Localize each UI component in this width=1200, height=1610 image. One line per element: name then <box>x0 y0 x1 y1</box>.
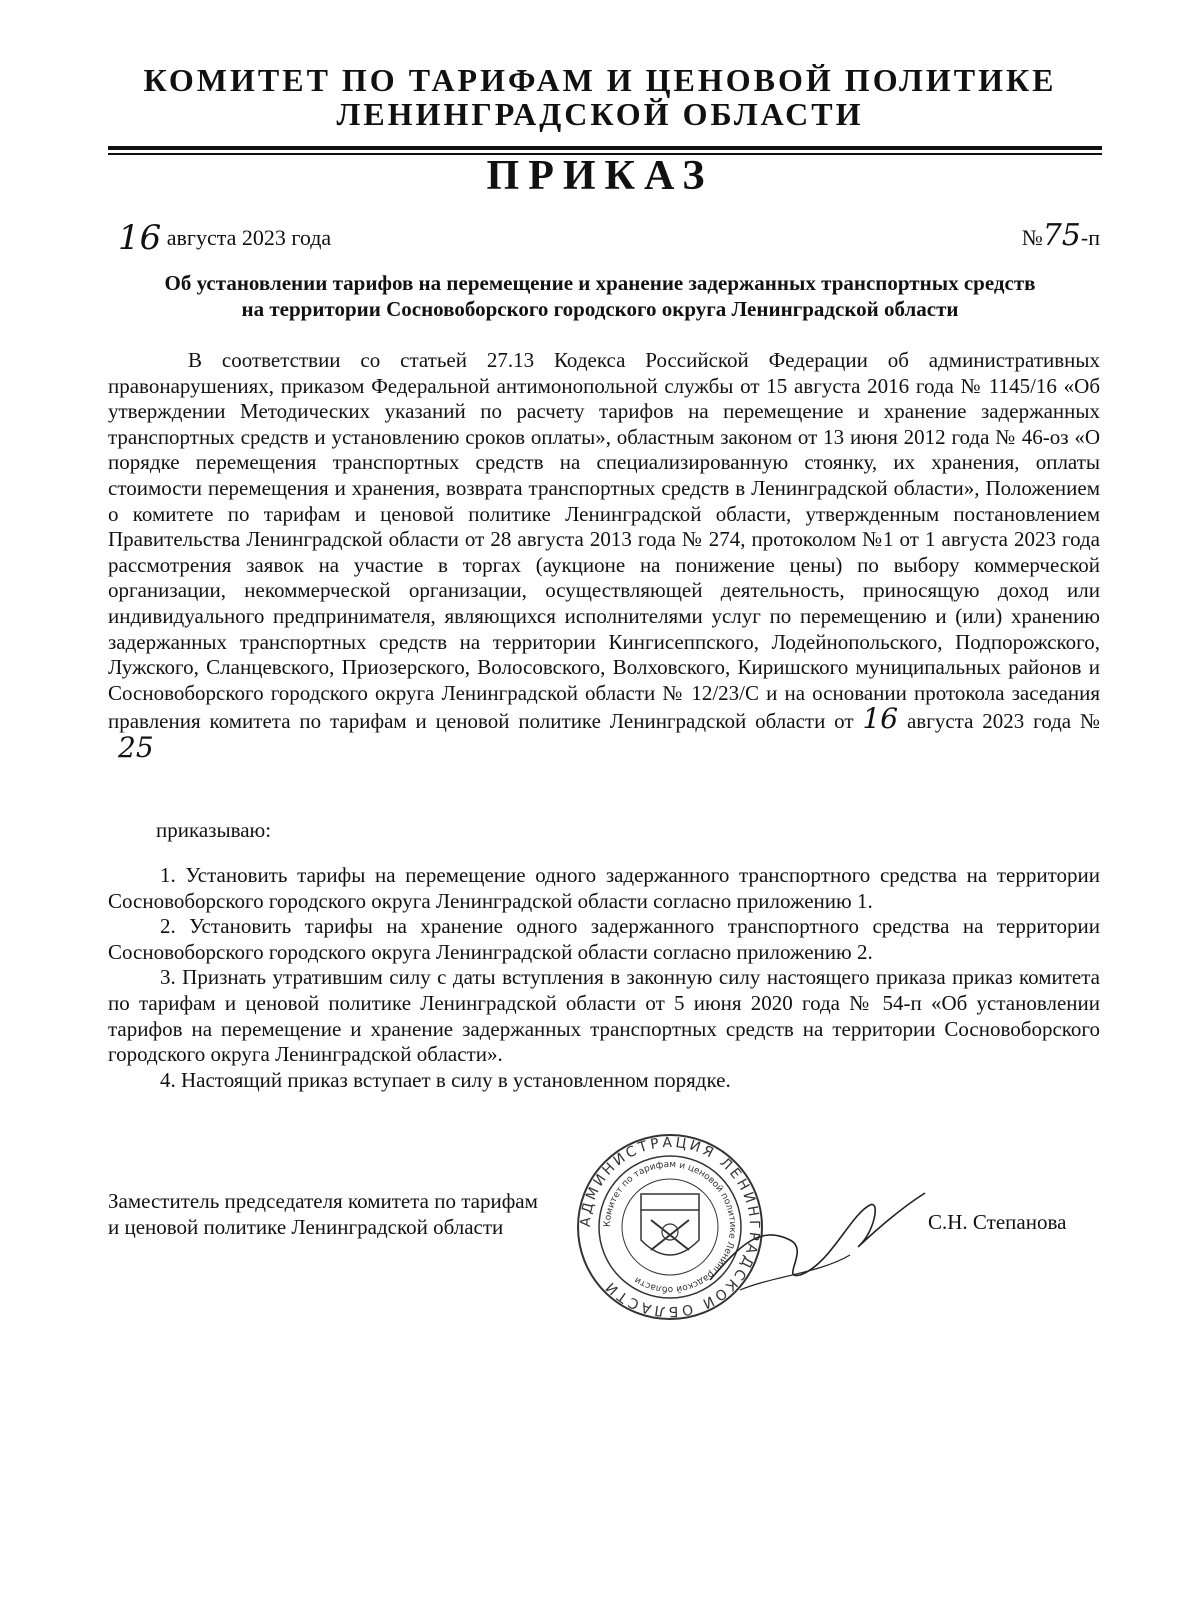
preamble-text: В соответствии со статьей 27.13 Кодекса Российской Федерации об административных правонарушениях, приказом Федеральной антимонопольной службы от 15 августа 2016 года № 1145/16 «Об утверждении Методических указаний по расчету тарифов на перемещение и хранение задержанных транспортных средств и установлению сроков оплаты», областным законом от 13 июня 2012 года № 46-оз «О порядке перемещения транспортных средств на специализированную стоянку, их хранения, оплаты стоимости перемещения и хранения, возврата транспортных средств в Ленинградской области», Положением о комитете по тарифам и ценовой политике Ленинградской области, утвержденным постановлением Правительства Ленинградской области от 28 августа 2013 года № 274, протоколом №1 от 1 августа 2023 года рассмотрения заявок на участие в торгах (аукционе на понижение цены) по выбору коммерческой организации, некоммерческой организации, осуществляющей деятельность, приносящую доход или индивидуального предпринимателя, являющихся исполнителями услуг по перемещению и (или) хранению задержанных транспортных средств на территории Кингисеппского, Лодейнопольского, Подпорожского, Лужского, Сланцевского, Приозерского, Волосовского, Волховского, Киришского муниципальных районов и Сосновоборского городского округа Ленинградской области № 12/23/С и на основании протокола заседания правления комитета по тарифам и ценовой политике Ленинградской области от <box>108 348 1100 734</box>
preamble-paragraph <box>108 348 1100 764</box>
position-line1: Заместитель председателя комитета по тарифам <box>108 1189 538 1213</box>
stamp-inner-text: Комитет по тарифам и ценовой политике Ленинградской области <box>602 1159 738 1295</box>
number-suffix: -п <box>1080 225 1100 250</box>
number-prefix: № <box>1021 225 1043 250</box>
coat-of-arms-icon <box>641 1194 699 1255</box>
stamp-outer-text: АДМИНИСТРАЦИЯ ЛЕНИНГРАДСКОЙ ОБЛАСТИ <box>577 1134 763 1320</box>
document-type-title: ПРИКАЗ <box>486 153 714 199</box>
order-word: приказываю: <box>156 818 272 842</box>
handwritten-protocol-day: 16 <box>862 702 899 736</box>
signatory-position <box>108 1188 608 1240</box>
order-number <box>1022 218 1100 253</box>
subject-line2: на территории Сосновоборского городского округа Ленинградской области <box>241 297 959 321</box>
handwritten-day: 16 <box>118 218 162 258</box>
order-item-3: 3. Признать утратившим силу с даты вступления в законную силу настоящего приказа приказ комитета по тарифам и ценовой политике Ленинградской области от 5 июня 2020 года № 54-п «Об установлении тарифов на перемещение и хранение задержанных транспортных средств на территории Сосновоборского городского округа Ленинградской области». <box>108 965 1100 1067</box>
date-text: августа 2023 года <box>166 225 332 250</box>
order-items <box>108 863 1100 1093</box>
header-rule-thick <box>108 146 1102 150</box>
handwritten-protocol-number: 25 <box>118 730 154 764</box>
order-item-1: 1. Установить тарифы на перемещение одного задержанного транспортного средства на территории Сосновоборского городского округа Ленинградской области согласно приложению 1. <box>108 863 1100 913</box>
order-item-2: 2. Установить тарифы на хранение одного задержанного транспортного средства на территории Сосновоборского городского округа Ленинградской области согласно приложению 2. <box>108 914 1100 964</box>
position-line2: и ценовой политике Ленинградской области <box>108 1215 504 1239</box>
handwritten-order-number: 75 <box>1042 218 1081 253</box>
subject-line1: Об установлении тарифов на перемещение и хранение задержанных транспортных средств <box>164 271 1036 295</box>
order-subject <box>0 270 1200 322</box>
handwritten-signature <box>700 1185 930 1305</box>
preamble-date-text: августа 2023 года № <box>906 709 1101 734</box>
org-name-line1: КОМИТЕТ ПО ТАРИФАМ И ЦЕНОВОЙ ПОЛИТИКЕ <box>143 62 1057 98</box>
date-number-line <box>118 218 1100 258</box>
signatory-name: С.Н. Степанова <box>928 1210 1067 1234</box>
order-item-4: 4. Настоящий приказ вступает в силу в установленном порядке. <box>160 1067 731 1092</box>
org-name-line2: ЛЕНИНГРАДСКОЙ ОБЛАСТИ <box>336 96 864 132</box>
